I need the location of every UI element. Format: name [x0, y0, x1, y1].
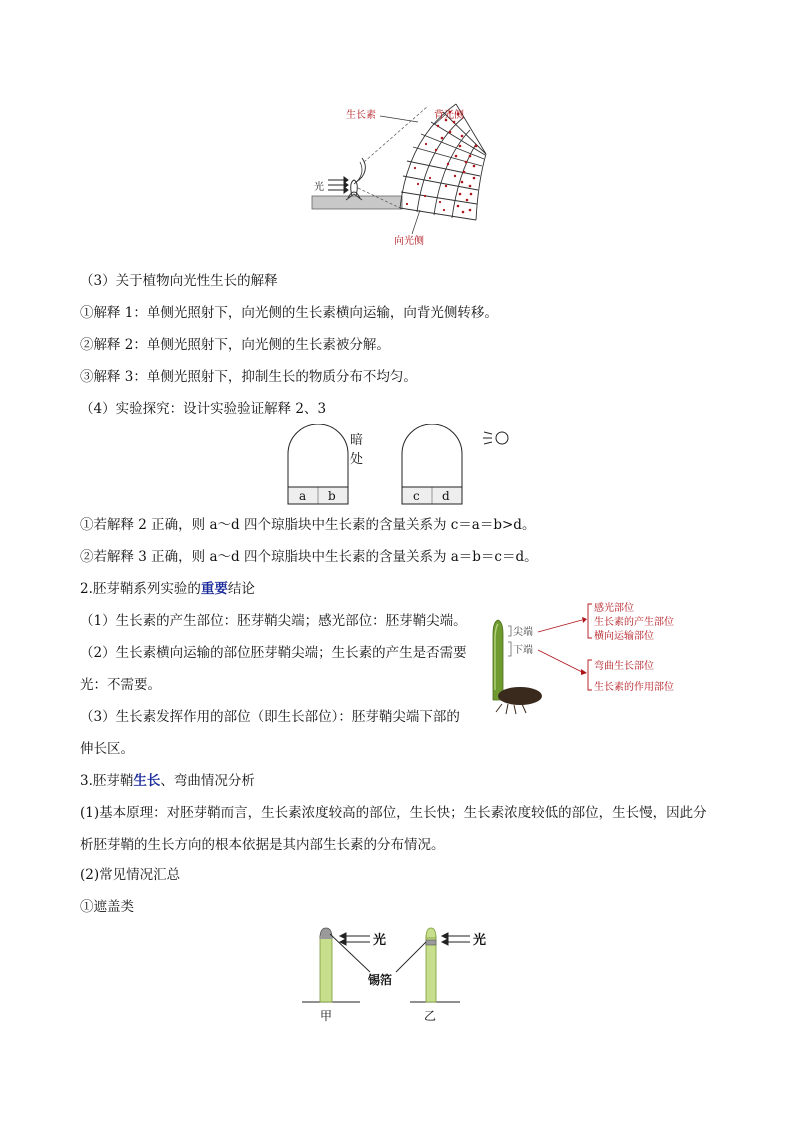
lower-label: 下端 — [513, 645, 533, 656]
sec4-title: （4）实验探究：设计实验验证解释 2、3 — [80, 401, 327, 417]
agar-block-experiment-figure — [280, 424, 520, 510]
part3-p3: ①遮盖类 — [80, 899, 134, 915]
foil-label: 锡箔 — [368, 973, 393, 987]
light-label: 光 — [314, 182, 324, 193]
label-yi: 乙 — [424, 1009, 437, 1023]
block-b: b — [328, 489, 336, 503]
part3-p1-line2: 析胚芽鞘的生长方向的根本依据是其内部生长素的分布情况。 — [80, 837, 445, 853]
light-arrows-left-icon — [340, 933, 370, 945]
light-label-left: 光 — [373, 933, 387, 948]
label-jia: 甲 — [320, 1009, 333, 1023]
auxin-label: 生长素 — [346, 110, 376, 121]
light-side-label: 向光侧 — [394, 236, 424, 247]
part3-p1-line1: (1)基本原理：对胚芽鞘而言，生长素浓度较高的部位，生长快；生长素浓度较低的部位，生长慢，因此分 — [80, 805, 707, 821]
block-d: d — [442, 489, 450, 503]
light-arrows-icon — [328, 177, 348, 193]
part2-heading: 2.胚芽鞘系列实验的重要结论 — [80, 581, 255, 597]
auxin-distribution-figure — [300, 100, 500, 250]
sec4-result-2: ②若解释 3 正确，则 a～d 四个琼脂块中生长素的含量关系为 a＝b＝c＝d。 — [80, 549, 538, 565]
part3-p2: (2)常见情况汇总 — [80, 867, 181, 883]
tip-label: 尖端 — [513, 627, 533, 638]
coleoptile-right — [426, 936, 436, 1002]
coleoptile-left — [320, 936, 332, 1002]
sec3-title: （3）关于植物向光性生长的解释 — [80, 273, 278, 289]
part2-item-2-cont: 光：不需要。 — [80, 677, 161, 693]
auxin-dots — [406, 111, 477, 214]
coleoptile-parts-figure — [486, 600, 686, 716]
light-source-icon — [483, 432, 508, 444]
back-side-label: 背光侧 — [434, 110, 464, 121]
sec4-result-1: ①若解释 2 正确，则 a～d 四个琼脂块中生长素的含量关系为 c＝a＝b>d。 — [80, 517, 536, 533]
tip-role-1: 感光部位 — [594, 603, 634, 614]
block-a: a — [299, 489, 307, 503]
lower-role-2: 生长素的作用部位 — [594, 682, 674, 693]
sec3-item-1: ①解释 1：单侧光照射下，向光侧的生长素横向运输，向背光侧转移。 — [80, 305, 498, 321]
light-arrows-right-icon — [442, 933, 470, 945]
seed-shape — [498, 687, 542, 705]
part2-item-3-cont: 伸长区。 — [80, 741, 134, 757]
light-label-right: 光 — [473, 933, 487, 948]
dark-label-1: 暗 — [350, 433, 364, 448]
part2-item-2: （2）生长素横向运输的部位胚芽鞘尖端；生长素的产生是否需要 — [80, 645, 467, 661]
lower-role-1: 弯曲生长部位 — [594, 661, 654, 672]
tip-role-3: 横向运输部位 — [594, 631, 654, 642]
sec3-item-2: ②解释 2：单侧光照射下，向光侧的生长素被分解。 — [80, 337, 390, 353]
dark-label-2: 处 — [350, 452, 364, 467]
tip-role-2: 生长素的产生部位 — [594, 617, 674, 628]
ground-bar — [312, 196, 402, 209]
part2-item-1: （1）生长素的产生部位：胚芽鞘尖端；感光部位：胚芽鞘尖端。 — [80, 613, 467, 629]
block-c: c — [413, 489, 420, 503]
sec3-item-3: ③解释 3：单侧光照射下，抑制生长的物质分布不均匀。 — [80, 369, 417, 385]
part2-item-3: （3）生长素发挥作用的部位（即生长部位）：胚芽鞘尖端下部的 — [80, 709, 460, 725]
part3-heading: 3.胚芽鞘生长、弯曲情况分析 — [80, 773, 255, 789]
covering-experiment-figure — [300, 922, 500, 1026]
